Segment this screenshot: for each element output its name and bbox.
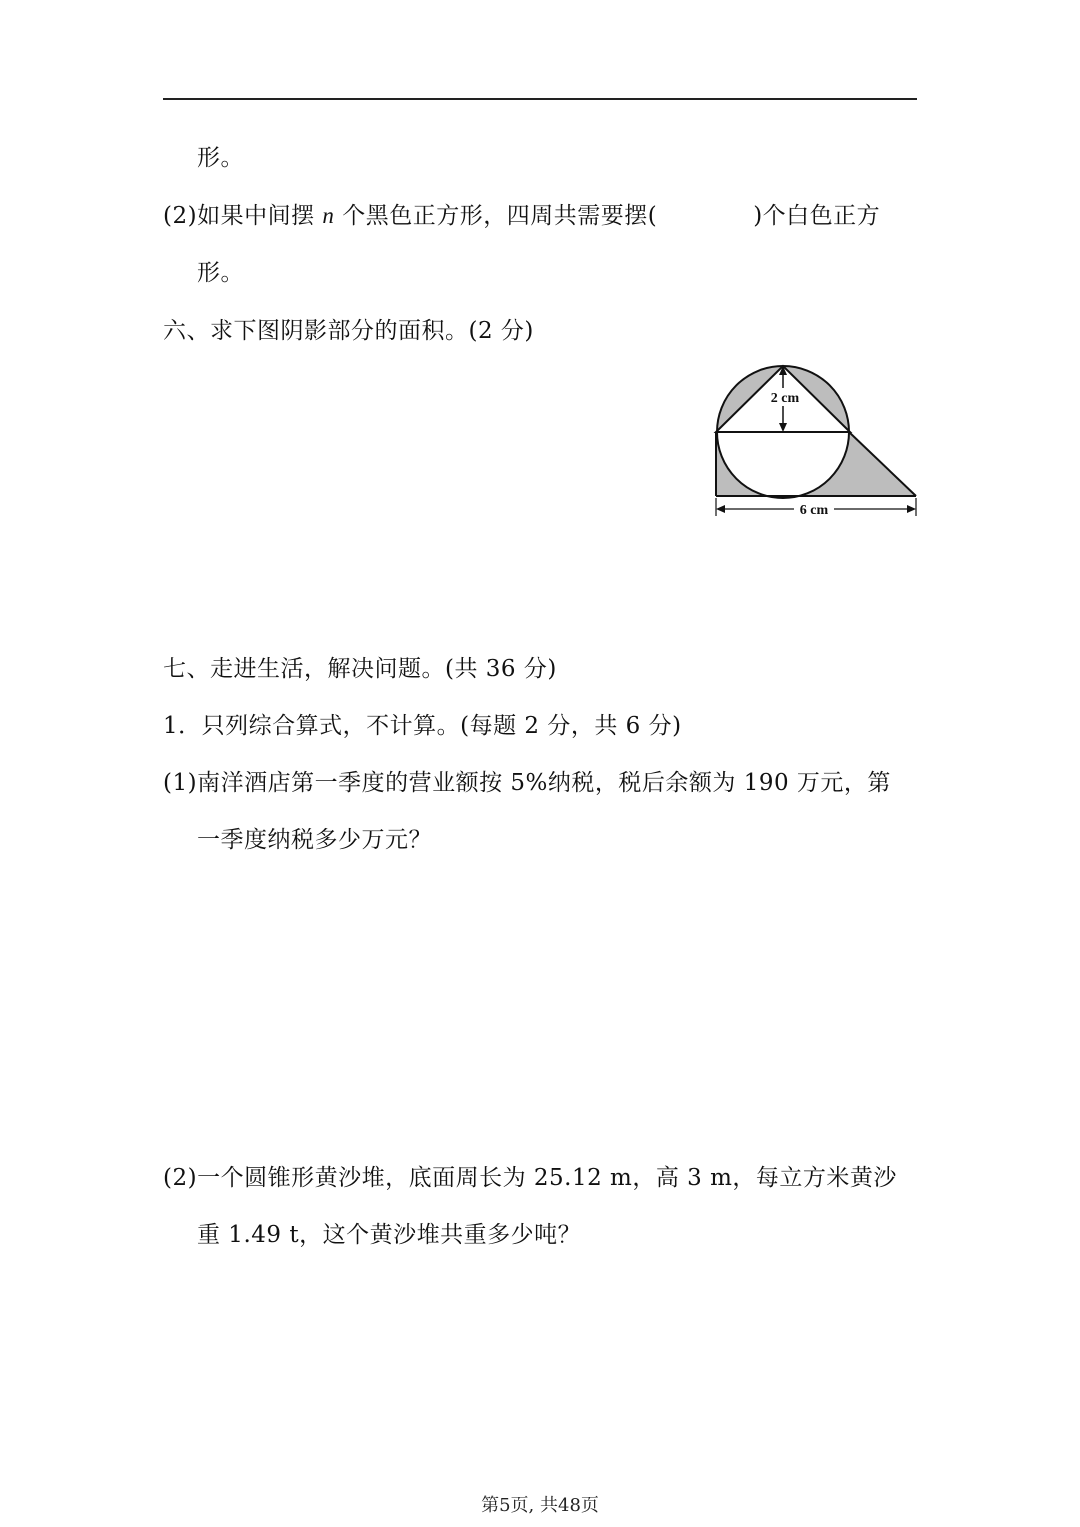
- text-segment: 个黑色正方形，四周共需要摆(: [334, 203, 658, 229]
- question-1-1-line-1: (1)南洋酒店第一季度的营业额按 5%纳税，税后余额为 190 万元，第: [163, 770, 891, 796]
- height-label: 2 cm: [770, 391, 800, 406]
- page-number: 第5页, 共48页: [481, 1495, 599, 1516]
- variable-n: n: [322, 203, 335, 228]
- question-2-line: [163, 201, 880, 231]
- question-1-heading: 1．只列综合算式，不计算。(每题 2 分，共 6 分): [163, 713, 682, 739]
- shaded-area-figure: [708, 358, 924, 524]
- text-segment: (2)如果中间摆: [163, 203, 323, 229]
- question-1-1-line-2: 一季度纳税多少万元？: [197, 827, 432, 853]
- text-line: 形。: [197, 145, 244, 171]
- width-label: 6 cm: [799, 503, 829, 518]
- question-1-2-line-1: (2)一个圆锥形黄沙堆，底面周长为 25.12 m，高 3 m，每立方米黄沙: [163, 1165, 897, 1191]
- text-segment: )个白色正方: [753, 203, 881, 229]
- text-line: 形。: [197, 260, 244, 286]
- header-rule: [163, 98, 917, 100]
- section-6-heading: 六、求下图阴影部分的面积。(2 分): [163, 318, 534, 344]
- question-1-2-line-2: 重 1.49 t，这个黄沙堆共重多少吨？: [197, 1222, 582, 1248]
- section-7-heading: 七、走进生活，解决问题。(共 36 分): [163, 656, 557, 682]
